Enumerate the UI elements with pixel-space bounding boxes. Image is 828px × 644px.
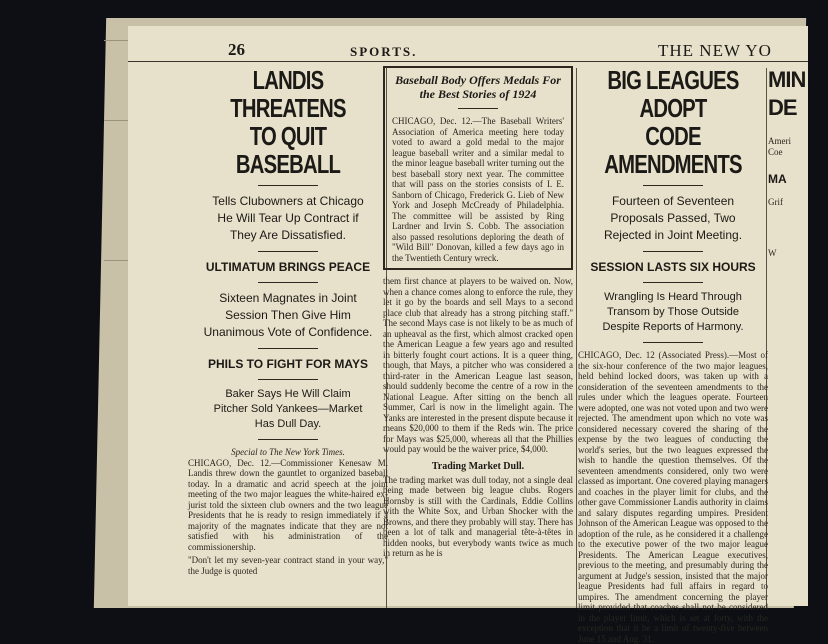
section-title: SPORTS. xyxy=(350,44,418,59)
landis-article xyxy=(188,66,388,576)
cutoff-headline: DE xyxy=(768,95,797,120)
page-number: 26 xyxy=(228,40,245,59)
article-body: CHICAGO, Dec. 12.—Commissioner Kenesaw M. Landis threw down the gauntlet to organized baseball today. In a dramatic and acrid speech at the joint meeting of the two major leagues the white-haired ex-jurist told the sixteen club owners and the two league Presidents that he is ready to resign immediately if a majority of the magnates indicate that they are not satisfied with his administration of the commissionership. xyxy=(188,457,388,552)
article-body: CHICAGO, Dec. 12 (Associated Press).—Most of the six-hour conference of the two major leagues, held behind locked doors, was taken up with a consideration of the seventeen amendments to the rules under which the leagues operate. Fourteen were adopted, one was not voted upon and two were rejected. The amendment upon which no vote was considered necessary covered the sharing of the expense by the two leagues of conducting the world's series, but the two leagues expressed the wish to handle the question themselves. Of the seventeen amendments considered, only two were classed as important. One covered playing managers and coaches in the player limit for clubs, and the other gave Commissioner Landis authority in claims and salary disputes regarding umpires. President Johnson of the American League was opposed to the adoption of the rule, as he considered it a challenge to the executive power of the two major league Presidents. The American League executives, previous to the meeting, and presumably during the argument at Judge's session, insisted that the major league Presidents had full affairs in regard to umpires. The amendment concerning the player limit provided that coaches shall not be considered in the player limit, which is set at forty, with the exception that it be a limit of twenty-five between June 15 and Aug. 31. xyxy=(578,350,768,644)
deck: Wrangling Is Heard Through Transom by Those Outside Despite Reports of Harmony. xyxy=(602,291,744,333)
headline-line: LANDIS THREATENS xyxy=(230,65,346,123)
cutoff-deck: MA xyxy=(768,172,787,186)
cutoff-text: W xyxy=(768,247,777,258)
deck: Tells Clubowners at Chicago He Will Tear Up Contract if They Are Dissatisfied. xyxy=(212,194,364,242)
credit-line: Special to The New York Times. xyxy=(231,447,345,457)
headline-line: BIG LEAGUES ADOPT xyxy=(607,65,739,123)
box-body: CHICAGO, Dec. 12.—The Baseball Writers' Association of America meeting here today voted to award a gold medal to the major league baseball writer and a similar medal to the minor league baseball writer turning out the best baseball story next year. The committee that will pass on the stories consists of I. E. Sanborn of Chicago, Frederick G. Lieb of New York and Joseph McCready of Philadelphia. The committee will be assisted by Ring Lardner and Irvin S. Cobb. The association also passed resolutions deploring the death of "Wild Bill" Donovan, killed a few days ago in the Twentieth Century wreck. xyxy=(392,116,564,263)
cutoff-text: Grif xyxy=(768,197,783,207)
cutoff-text: Ameri xyxy=(768,136,791,146)
deck: Sixteen Magnates in Joint Session Then Give Him Unanimous Vote of Confidence. xyxy=(203,291,373,339)
medals-article xyxy=(383,66,573,559)
subhead: Trading Market Dull. xyxy=(431,460,525,472)
cutoff-column xyxy=(768,66,828,258)
headline-line: CODE AMENDMENTS xyxy=(604,121,742,179)
article-body: "Don't let my seven-year contract stand in your way," the Judge is quoted xyxy=(188,555,388,576)
article-body: The trading market was dull today, not a single deal being made between big league clubs. Rogers Hornsby is still with the Cardinals, Eddie Collins with the White Sox, and Urban Shocker with the Browns, and there they probably will stay. There has been a lot of talk and managerial tête-à-têtes in hidden nooks, but everybody wants twice as much in return as he is xyxy=(383,474,573,558)
deck-caps: ULTIMATUM BRINGS PEACE xyxy=(205,260,371,274)
box-headline: Baseball Body Offers Medals For the Best Stories of 1924 xyxy=(395,73,561,101)
article-body: them first chance at players to be waived on. Now, when a chance comes along to enforce the rule, they let it go by the boards and sell Mays to a second place club that already has a strong pitching staff." The second Mays case is not likely to be as much of an upheaval as the first, which almost cracked open the American League a few years ago and resulted in bitterly fought court actions. It is a queer thing, though, that Mays, a pitcher who was considered a third-rater in the American League last season, should suddenly become the centre of a row in the National League. After sitting on the bench all Summer, Carl is now in the limelight again. The Yanks are interested in the present dispute because it means $20,000 to them if the Reds win. The price for Mays was $25,000, whereas all that the Phillies would pay would be the waiver price, $4,000. xyxy=(383,276,573,454)
deck: Baker Says He Will Claim Pitcher Sold Yankees—Market Has Dull Day. xyxy=(213,388,363,430)
headline-line: TO QUIT BASEBALL xyxy=(235,121,341,179)
deck: Fourteen of Seventeen Proposals Passed, Two Rejected in Joint Meeting. xyxy=(603,194,743,242)
deck-caps: SESSION LASTS SIX HOURS xyxy=(590,260,756,274)
deck-caps: PHILS TO FIGHT FOR MAYS xyxy=(207,357,368,371)
cutoff-text: Coe xyxy=(768,146,783,157)
paper-title: THE NEW YO xyxy=(658,41,772,60)
cutoff-headline: MIN xyxy=(768,67,806,92)
medals-box xyxy=(383,66,573,270)
newspaper-page xyxy=(128,26,808,644)
leagues-article xyxy=(578,66,768,644)
masthead xyxy=(128,40,808,62)
